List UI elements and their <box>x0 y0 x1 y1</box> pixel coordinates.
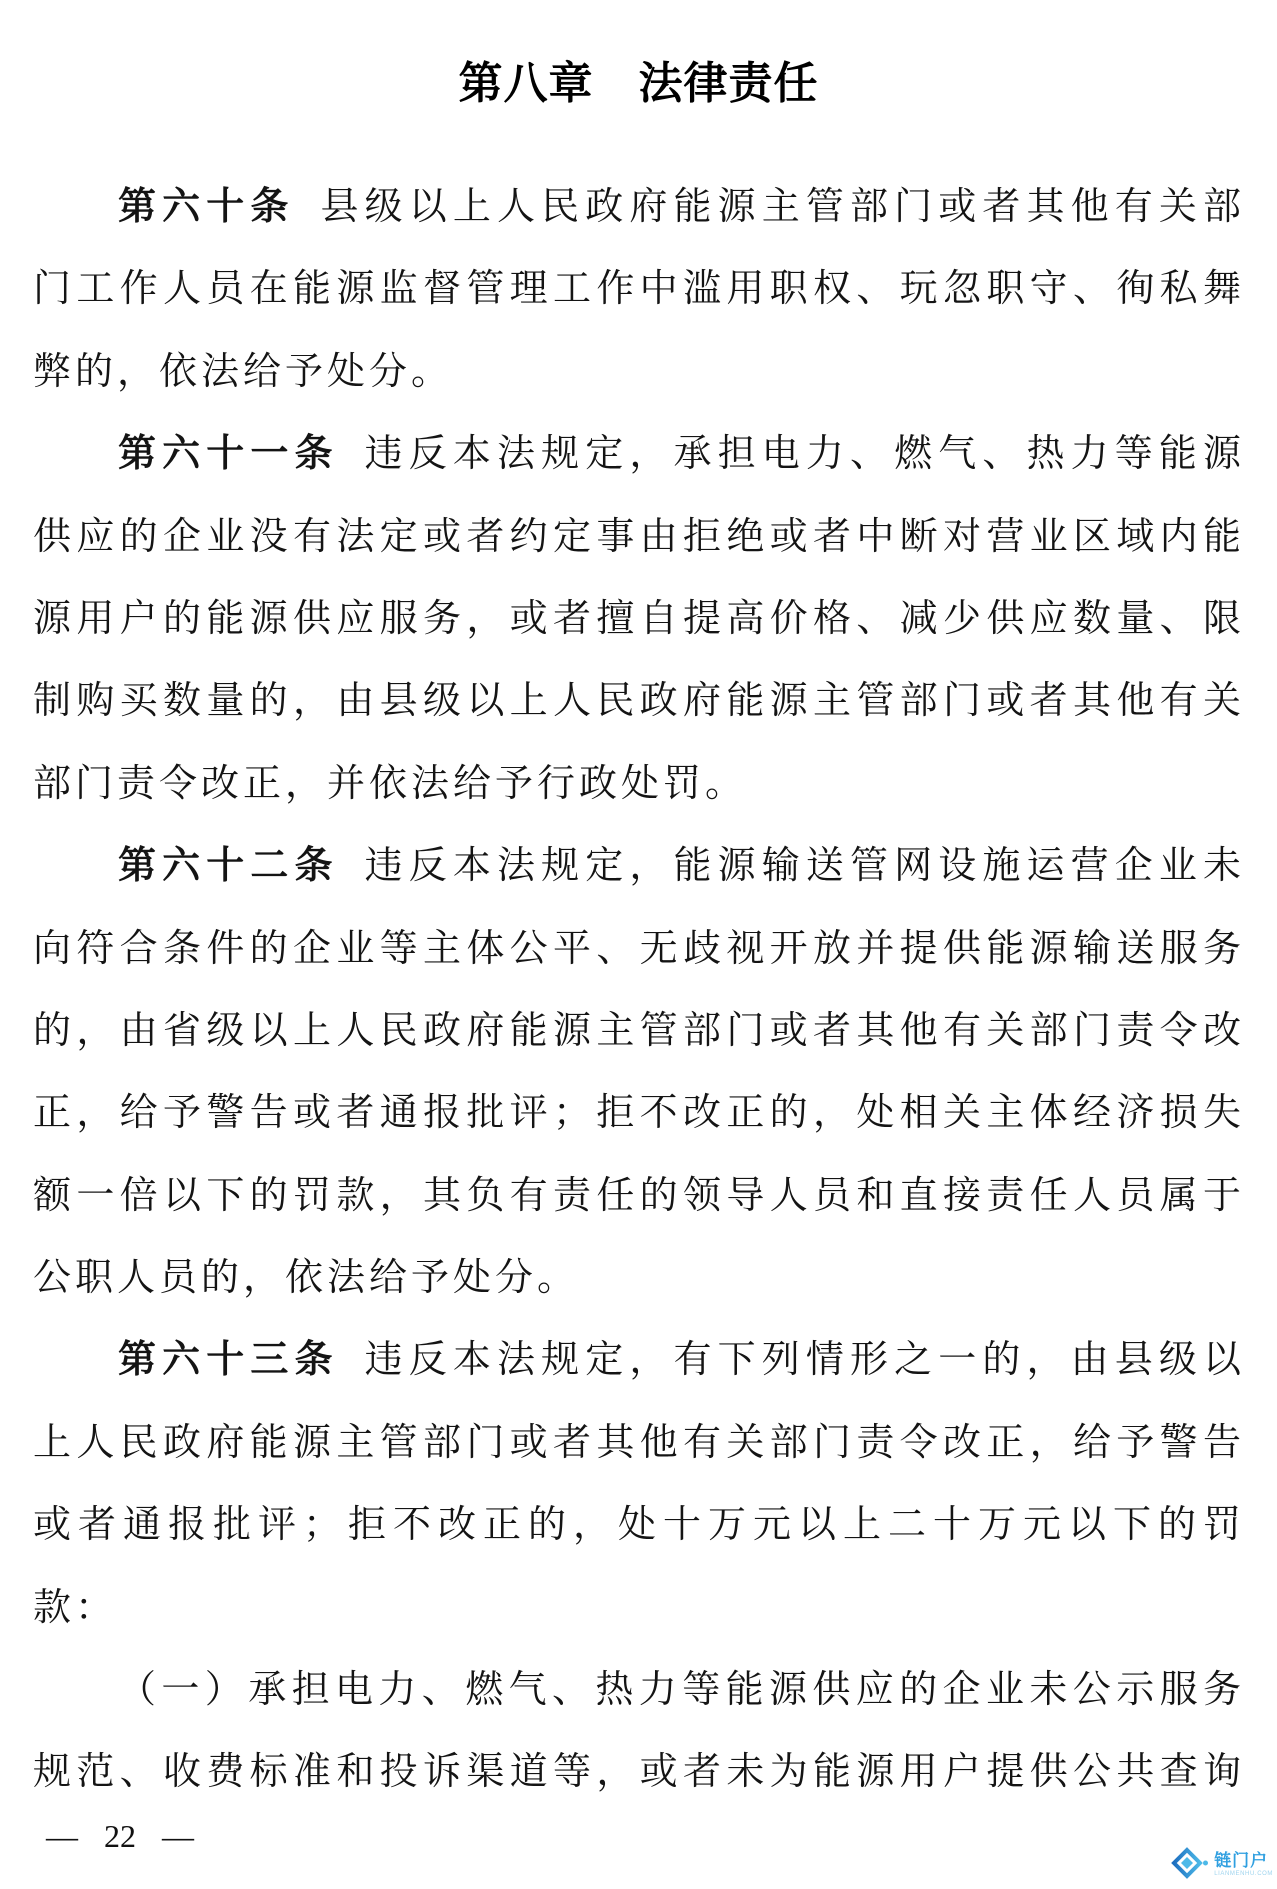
text-line <box>33 166 1245 248</box>
text-line <box>33 990 1245 1072</box>
line-text: 违反本法规定，有下列情形之一的，由县级以 <box>364 1339 1245 1382</box>
line-text: 门工作人员在能源监督管理工作中滥用职权、玩忽职守、徇私舞 <box>33 268 1245 311</box>
line-text: 额一倍以下的罚款，其负有责任的领导人员和直接责任人员属于 <box>33 1174 1245 1217</box>
line-text: 的，由省级以上人民政府能源主管部门或者其他有关部门责令改 <box>33 1009 1245 1052</box>
diamond-icon <box>1170 1846 1210 1882</box>
lianmenhu-logo <box>1170 1846 1273 1882</box>
text-line <box>33 743 1245 825</box>
footer-dash-left: — <box>46 1818 78 1854</box>
line-text: 违反本法规定，承担电力、燃气、热力等能源 <box>364 433 1245 476</box>
line-text: 向符合条件的企业等主体公平、无歧视开放并提供能源输送服务 <box>33 927 1245 970</box>
page-number: 22 <box>104 1818 136 1854</box>
text-line <box>33 331 1245 413</box>
text-line <box>33 1484 1245 1566</box>
text-line <box>33 1319 1245 1401</box>
logo-name: 链门户 <box>1214 1850 1269 1870</box>
line-text: 弊的，依法给予处分。 <box>33 350 454 393</box>
page-footer <box>46 1812 194 1860</box>
text-line <box>33 496 1245 578</box>
article-number: 第六十三条 <box>118 1339 339 1382</box>
document-body <box>33 166 1245 1814</box>
line-text: 公职人员的，依法给予处分。 <box>33 1257 580 1300</box>
line-text: 款： <box>33 1586 118 1629</box>
text-line <box>33 1649 1245 1731</box>
line-text: 正，给予警告或者通报批评；拒不改正的，处相关主体经济损失 <box>33 1092 1245 1135</box>
line-text: 或者通报批评；拒不改正的，处十万元以上二十万元以下的罚 <box>33 1504 1245 1547</box>
text-line <box>33 1237 1245 1319</box>
text-line <box>33 1567 1245 1649</box>
text-line <box>33 248 1245 330</box>
line-text: 县级以上人民政府能源主管部门或者其他有关部 <box>320 186 1245 228</box>
logo-text <box>1214 1852 1273 1877</box>
text-line <box>33 908 1245 990</box>
logo-domain: LIANMENHU.COM <box>1214 1870 1273 1877</box>
text-line <box>33 1072 1245 1154</box>
article-number: 第六十条 <box>118 186 295 228</box>
line-text: 部门责令改正，并依法给予行政处罚。 <box>33 762 748 805</box>
text-line <box>33 660 1245 742</box>
text-line <box>33 1731 1245 1813</box>
text-line <box>33 413 1245 495</box>
line-text: 规范、收费标准和投诉渠道等，或者未为能源用户提供公共查询 <box>33 1751 1245 1794</box>
text-line <box>33 1155 1245 1237</box>
text-line <box>33 825 1245 907</box>
line-text: 上人民政府能源主管部门或者其他有关部门责令改正，给予警告 <box>33 1421 1245 1464</box>
article-number: 第六十一条 <box>118 433 339 476</box>
line-text: 源用户的能源供应服务，或者擅自提高价格、减少供应数量、限 <box>33 597 1245 640</box>
text-line <box>33 578 1245 660</box>
footer-dash-right: — <box>162 1818 194 1854</box>
line-text: 制购买数量的，由县级以上人民政府能源主管部门或者其他有关 <box>33 680 1245 723</box>
chapter-heading: 第八章 法律责任 <box>458 59 819 108</box>
text-line <box>33 1402 1245 1484</box>
line-text: 供应的企业没有法定或者约定事由拒绝或者中断对营业区域内能 <box>33 515 1245 558</box>
line-text: 违反本法规定，能源输送管网设施运营企业未 <box>364 845 1245 888</box>
article-number: 第六十二条 <box>118 845 339 888</box>
line-text: （一）承担电力、燃气、热力等能源供应的企业未公示服务 <box>118 1669 1245 1712</box>
